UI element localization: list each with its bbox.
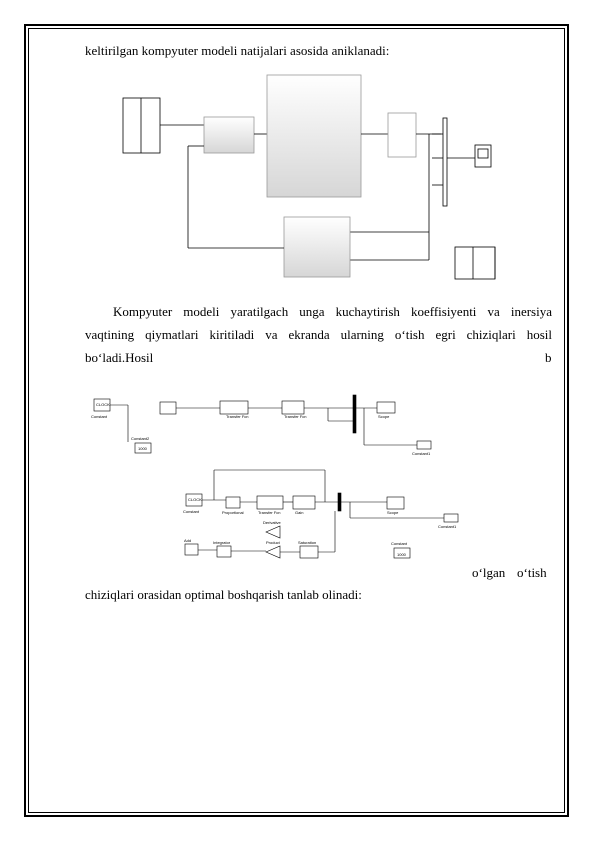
proportional-caption: Proportional [222,510,244,515]
tf2-caption: Transfer Fcn [284,414,307,419]
product-caption: Product [266,540,280,545]
para-line-4-left: o‘lgan [472,565,506,580]
model-diagram-1 [118,70,503,285]
para-line-1: Kompyuter modeli yaratilgach unga kuchaytirish koeffisiyenti va inersiya [113,304,552,319]
display-block-3 [444,514,458,522]
model-diagram-3 [180,466,470,562]
para-line-5: chiziqlari orasidan optimal boshqarish tanlab olinadi: [85,587,362,602]
clock-text-2: CLOCK [96,402,110,407]
paragraph-main [85,301,552,346]
feedback-block [284,217,350,277]
constant2-caption: Constant2 [131,436,150,441]
derivative-caption: Derivative [263,520,281,525]
transfer-fcn-block-1 [220,401,248,414]
scope-caption-2: Scope [378,414,390,419]
display-caption-2: Constant1 [412,451,431,456]
para-line-3-left: bo‘ladi.Hosil [85,350,154,365]
para-line-2: vaqtining qiymatlari kiritiladi va ekranda ularning o‘tish egri chiziqlari hosil [85,326,552,342]
integrator-caption: Integrator [213,540,231,545]
proportional-block [226,497,240,508]
clock-caption-2: Constant [91,414,108,419]
gain-block [160,402,176,414]
constant2-value: 1000 [138,446,147,451]
gain-caption-3: Gain [295,510,304,515]
constant-value-3: 1000 [397,552,406,557]
clock-caption-3: Constant [183,509,200,514]
step-source-block [123,98,160,153]
add-caption: Add [184,538,192,543]
saturation-block [300,546,318,558]
intro-line: keltirilgan kompyuter modeli natijalari asosida aniklanadi: [85,43,390,58]
mux-block-3 [338,493,341,511]
para-line-3-right: b [545,350,552,365]
transfer-caption-3: Transfer Fcn [258,510,281,515]
mux-block-2 [353,395,356,433]
para-line-4-right: o‘tish [517,565,547,580]
output-block [455,247,495,279]
derivative-gain [266,526,280,538]
scope-block-3 [387,497,404,509]
display-block-2 [417,441,431,449]
constant-caption-3: Constant [391,541,408,546]
transfer-block [388,113,416,157]
display-caption-3: Constant1 [438,524,457,529]
transfer-block-3b [293,496,315,509]
integral-gain [266,546,280,558]
saturation-caption: Saturation [298,540,317,545]
mux-block [443,118,447,206]
plant-block [267,75,361,197]
clock-text-3: CLOCK [188,497,202,502]
transfer-fcn-block-3 [257,496,283,509]
transfer-fcn-block-2 [282,401,304,414]
tf1-caption: Transfer Fcn [226,414,249,419]
model-diagram-2 [88,393,438,457]
scope-block-2 [377,402,395,413]
add-block [185,544,198,555]
controller-block [204,117,254,153]
scope-caption-3: Scope [387,510,399,515]
integrator-block [217,546,231,557]
